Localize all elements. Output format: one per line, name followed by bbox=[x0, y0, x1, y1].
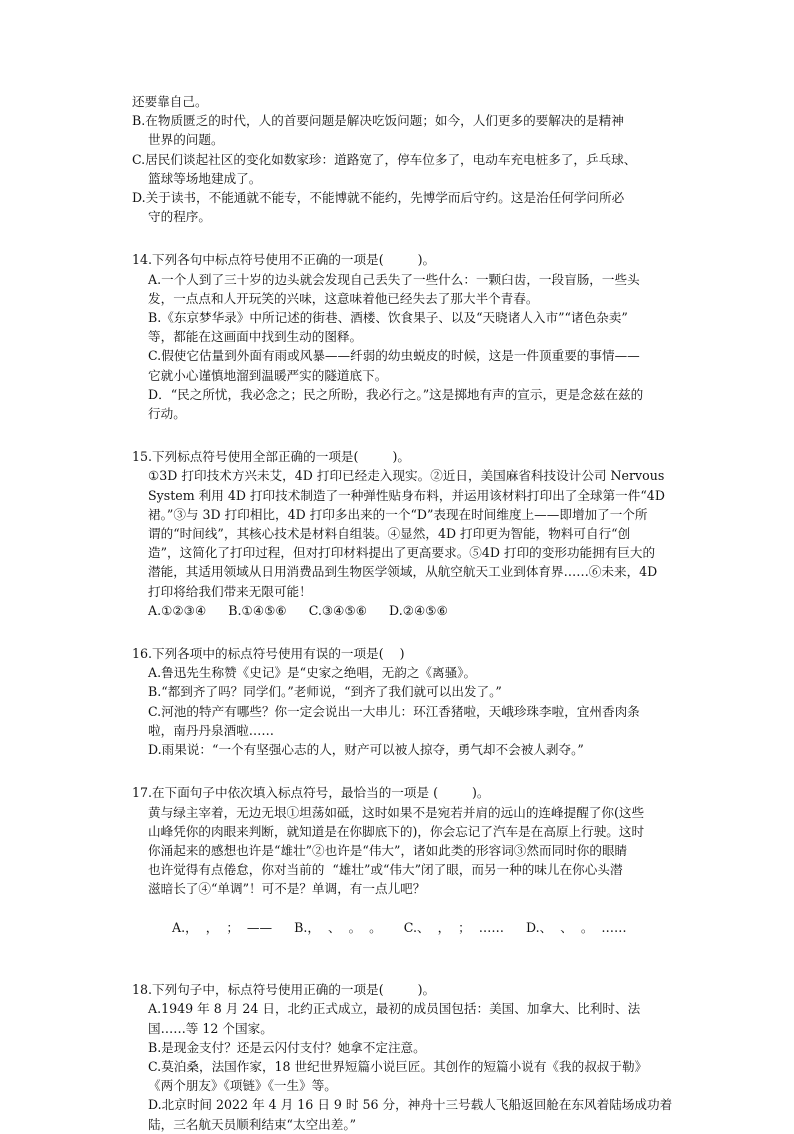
q17-option-c: C.、 ， ； …… bbox=[403, 919, 504, 935]
q18-stem: 18.下列句子中，标点符号使用正确的一项是( )。 bbox=[132, 982, 436, 998]
q14-option-d: D．“民之所忧，我必念之；民之所盼，我必行之。”这是掷地有声的宣示，更是念兹在兹的 bbox=[148, 386, 644, 402]
q15-line: ①3D 打印技术方兴未艾，4D 打印已经走入现实。②近日，美国麻省科技设计公司 Nervous bbox=[148, 468, 665, 484]
q14-option-a: A.一个人到了三十岁的边头就会发现自己丢失了一些什么：一颗臼齿，一段盲肠，一些头 bbox=[148, 271, 640, 287]
q16-stem: 16.下列各项中的标点符号使用有误的一项是( ) bbox=[132, 646, 405, 662]
q13-option-b: B.在物质匮乏的时代，人的首要问题是解决吃饭问题；如今，人们更多的要解决的是精神 bbox=[132, 113, 624, 129]
q13-line: 篮球等场地建成了。 bbox=[148, 170, 262, 186]
question-13-tail bbox=[132, 92, 672, 226]
q14-line: 发，一点点和人开玩笑的兴味，这意味着他已经失去了那大半个青春。 bbox=[148, 290, 539, 306]
q14-line: 它就小心谨慎地溜到温暖严实的隧道底下。 bbox=[148, 367, 388, 383]
q13-option-d: D.关于读书，不能通就不能专，不能博就不能约，先博学而后守约。这是治任何学问所必 bbox=[132, 190, 625, 206]
q18-line: 国……等 12 个国家。 bbox=[148, 1020, 273, 1036]
q15-option-b: B.①④⑤⑥ bbox=[228, 602, 287, 618]
q18-option-a: A.1949 年 8 月 24 日，北约正式成立，最初的成员国包括：美国、加拿大、比利时、法 bbox=[148, 1001, 641, 1017]
q14-line: 等，都能在这画面中找到生动的图释。 bbox=[148, 329, 363, 345]
q15-option-d: D.②④⑤⑥ bbox=[389, 602, 448, 618]
q15-stem: 15.下列标点符号使用全部正确的一项是( )。 bbox=[132, 449, 410, 465]
q15-line: System 利用 4D 打印技术制造了一种弹性贴身布料，并运用该材料打印出了全球第一件“4D bbox=[148, 487, 665, 503]
q13-option-c: C.居民们谈起社区的变化如数家珍：道路宽了，停车位多了，电动车充电桩多了，乒乓球、 bbox=[132, 151, 637, 167]
q17-passage-line: 山峰凭你的肉眼来判断，就知道是在你脚底下的)，你会忘记了汽车是在高原上行驶。这时 bbox=[148, 823, 645, 839]
q17-passage-line: 你涌起来的感想也许是“雄壮”②也许是“伟大”，诸如此类的形容词③然而同时你的眼睛 bbox=[148, 842, 628, 858]
q18-option-c: C.莫泊桑，法国作家，18 世纪世界短篇小说巨匠。其创作的短篇小说有《我的叔叔于勒》 bbox=[148, 1058, 648, 1074]
q18-line: 《两个朋友》《项链》《一生》等。 bbox=[148, 1078, 337, 1094]
q15-line: 打印将给我们带来无限可能！ bbox=[148, 583, 312, 599]
q18-option-d: D.北京时间 2022 年 4 月 16 日 9 时 56 分，神舟十三号载人飞船返回舱在东风着陆场成功着 bbox=[148, 1097, 673, 1113]
q17-option-d: D.、 、 。 …… bbox=[525, 919, 627, 935]
q15-line: 裙。”③与 3D 打印相比，4D 打印多出来的一个“D”表现在时间维度上——即增加了一个所 bbox=[148, 506, 648, 522]
q16-option-c: C.河池的特产有哪些？你一定会说出一大串儿：环江香猪啦，天峨珍珠李啦，宜州香肉条 bbox=[148, 703, 640, 719]
q15-option-a: A.①②③④ bbox=[148, 602, 207, 618]
exam-page bbox=[132, 92, 672, 1134]
q17-stem: 17.在下面句子中依次填入标点符号，最恰当的一项是 ( )。 bbox=[132, 785, 490, 801]
question-14 bbox=[132, 250, 672, 423]
q17-passage-line: 也许觉得有点倦怠，你对当前的 “雄壮”或“伟大”闭了眼，而另一种的味儿在你心头潜 bbox=[148, 862, 623, 878]
q14-option-c: C.假使它估量到外面有雨或风暴——纤弱的幼虫蜕皮的时候，这是一件顶重要的事情—— bbox=[148, 348, 640, 364]
q14-option-b: B.《东京梦华录》中所记述的街巷、酒楼、饮食果子、以及“天晓诸人入市”“诸色杂卖” bbox=[148, 310, 628, 326]
q15-options bbox=[132, 601, 672, 620]
q15-line: 谓的“时间线”，其核心技术是材料自组装。④显然，4D 打印更为智能，物料可自行“创 bbox=[148, 526, 631, 542]
question-17 bbox=[132, 783, 672, 956]
q13-line: 守的程序。 bbox=[148, 209, 211, 225]
question-16 bbox=[132, 644, 672, 759]
q15-line: 造”，这简化了打印过程，但对打印材料提出了更高要求。⑤4D 打印的变形功能拥有巨大的 bbox=[148, 545, 656, 561]
q17-option-a: A.， ， ； —— bbox=[172, 919, 273, 935]
q15-option-c: C.③④⑤⑥ bbox=[308, 602, 368, 618]
q17-options bbox=[132, 899, 672, 957]
q17-passage-line: 滋暗长了④“单调”！可不是？单调，有一点儿吧？ bbox=[148, 881, 426, 897]
question-15 bbox=[132, 447, 672, 620]
q16-option-d: D.雨果说：“一个有坚强心志的人，财产可以被人掠夺，勇气却不会被人剥夺。” bbox=[148, 742, 584, 758]
q16-line: 啦，南丹丹泉酒啦…… bbox=[148, 722, 274, 738]
q15-line: 潜能，其适用领域从日用消费品到生物医学领域，从航空航天工业到体育界……⑥未来，4D bbox=[148, 564, 658, 580]
question-18 bbox=[132, 980, 672, 1134]
q18-option-b: B.是现金支付？还是云闪付支付？她拿不定注意。 bbox=[148, 1039, 426, 1055]
q14-line: 行动。 bbox=[148, 406, 186, 422]
q14-stem: 14.下列各句中标点符号使用不正确的一项是( )。 bbox=[132, 252, 436, 268]
q13-line: 世界的问题。 bbox=[148, 132, 224, 148]
q13-line: 还要靠自己。 bbox=[132, 94, 208, 109]
q16-option-a: A.鲁迅先生称赞《史记》是“史家之绝唱，无韵之《离骚》。 bbox=[148, 665, 477, 681]
q18-line: 陆，三名航天员顺利结束“太空出差。” bbox=[148, 1116, 357, 1132]
q16-option-b: B.“都到齐了吗？同学们。”老师说，“到齐了我们就可以出发了。” bbox=[148, 684, 502, 700]
q17-passage-line: 黄与绿主宰着，无边无垠①坦荡如砥，这时如果不是宛若并肩的远山的连峰提醒了你(这些 bbox=[148, 804, 645, 820]
q17-option-b: B.， 、 。 。 bbox=[294, 919, 382, 935]
